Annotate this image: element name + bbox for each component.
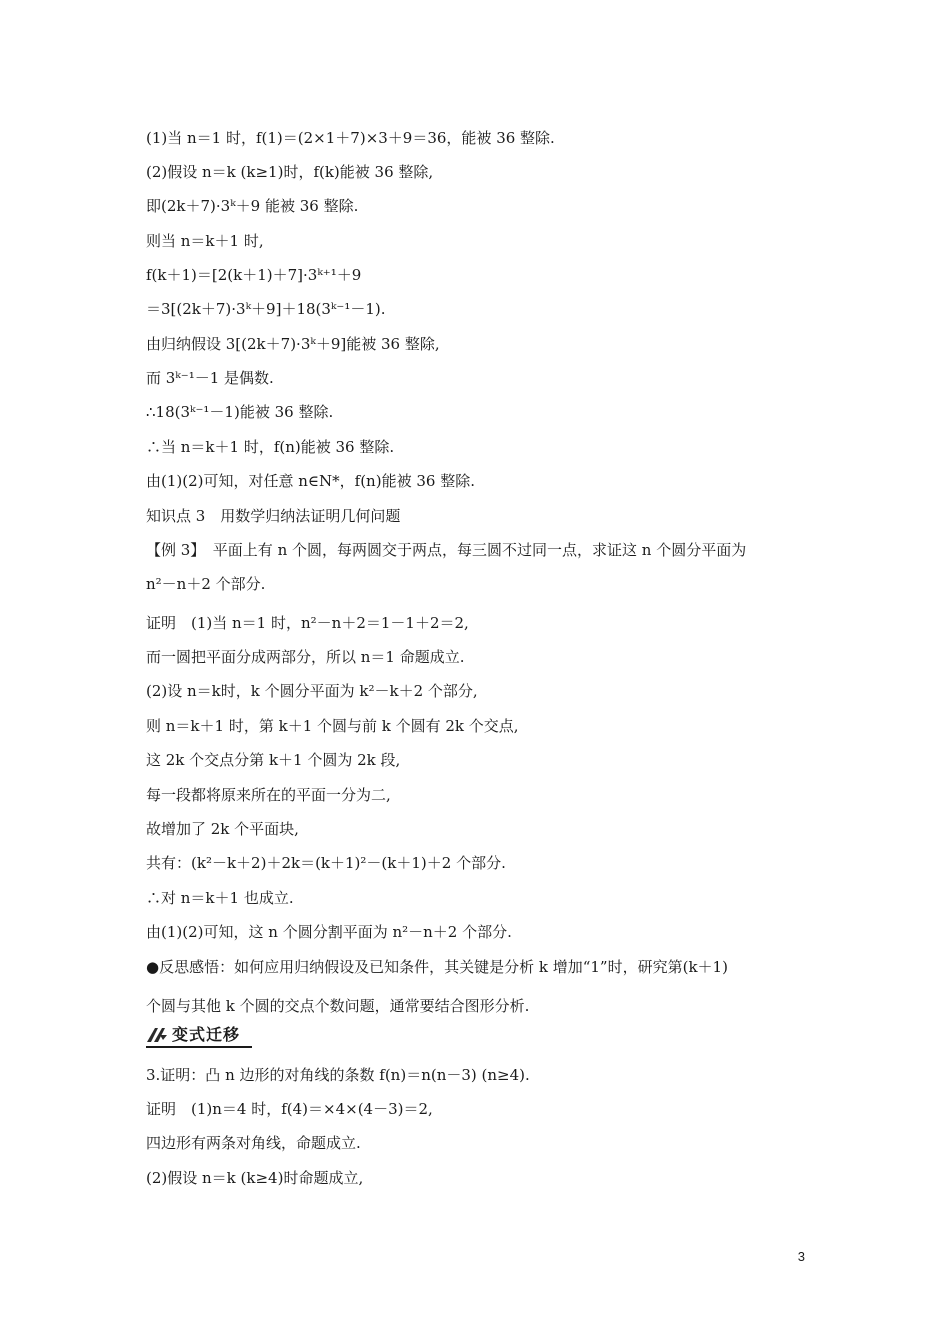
text-line: 即(2k＋7)·3ᵏ＋9 能被 36 整除.	[146, 197, 359, 215]
reflection-line: ●反思感悟：如何应用归纳假设及已知条件，其关键是分析 k 增加“1”时，研究第(k＋1)	[146, 958, 728, 976]
banner-label: 变式迁移	[172, 1025, 241, 1044]
text-line: 共有：(k²－k＋2)＋2k＝(k＋1)²－(k＋1)＋2 个部分.	[146, 854, 506, 872]
reflection-line: 个圆与其他 k 个圆的交点个数问题，通常要结合图形分析.	[146, 997, 530, 1015]
text-line: 而一圆把平面分成两部分，所以 n＝1 命题成立.	[146, 648, 465, 666]
text-line: 四边形有两条对角线，命题成立.	[146, 1134, 361, 1152]
text-line: 由归纳假设 3[(2k＋7)·3ᵏ＋9]能被 36 整除,	[146, 335, 440, 353]
section-heading: 知识点 3 用数学归纳法证明几何问题	[146, 507, 401, 525]
arrow-mark-icon	[146, 1026, 168, 1044]
text-line: (2)设 n＝k时，k 个圆分平面为 k²－k＋2 个部分,	[146, 682, 478, 700]
text-line: ∴当 n＝k＋1 时，f(n)能被 36 整除.	[146, 438, 395, 456]
page-number: 3	[797, 1249, 805, 1264]
text-line: 则当 n＝k＋1 时,	[146, 232, 264, 250]
text-line: 由(1)(2)可知，这 n 个圆分割平面为 n²－n＋2 个部分.	[146, 923, 512, 941]
variant-transfer-banner	[146, 1023, 266, 1047]
text-line: 这 2k 个交点分第 k＋1 个圆为 2k 段,	[146, 751, 401, 769]
text-line: ∴18(3ᵏ⁻¹－1)能被 36 整除.	[146, 403, 334, 421]
text-line: 证明 (1)当 n＝1 时，n²－n＋2＝1－1＋2＝2,	[146, 614, 469, 632]
text-line: 由(1)(2)可知，对任意 n∈N*，f(n)能被 36 整除.	[146, 472, 475, 490]
banner-underline	[146, 1046, 252, 1048]
example-statement: 【例 3】 平面上有 n 个圆，每两圆交于两点，每三圆不过同一点，求证这 n 个圆分平面为	[146, 541, 747, 559]
text-line: ∴对 n＝k＋1 也成立.	[146, 889, 294, 907]
text-line: ＝3[(2k＋7)·3ᵏ＋9]＋18(3ᵏ⁻¹－1).	[146, 300, 386, 318]
text-line: (2)假设 n＝k (k≥1)时，f(k)能被 36 整除,	[146, 163, 434, 181]
text-line: 而 3ᵏ⁻¹－1 是偶数.	[146, 369, 274, 387]
text-line: n²－n＋2 个部分.	[146, 575, 266, 593]
text-line: 每一段都将原来所在的平面一分为二,	[146, 786, 391, 804]
text-line: 证明 (1)n＝4 时，f(4)＝×4×(4－3)＝2,	[146, 1100, 433, 1118]
text-line: 则 n＝k＋1 时，第 k＋1 个圆与前 k 个圆有 2k 个交点,	[146, 717, 519, 735]
text-line: f(k＋1)＝[2(k＋1)＋7]·3ᵏ⁺¹＋9	[146, 266, 362, 284]
exercise-statement: 3.证明：凸 n 边形的对角线的条数 f(n)＝n(n－3) (n≥4).	[146, 1066, 530, 1084]
text-line: 故增加了 2k 个平面块,	[146, 820, 299, 838]
text-line: (2)假设 n＝k (k≥4)时命题成立,	[146, 1169, 364, 1187]
text-line: (1)当 n＝1 时，f(1)＝(2×1＋7)×3＋9＝36，能被 36 整除.	[146, 129, 555, 147]
